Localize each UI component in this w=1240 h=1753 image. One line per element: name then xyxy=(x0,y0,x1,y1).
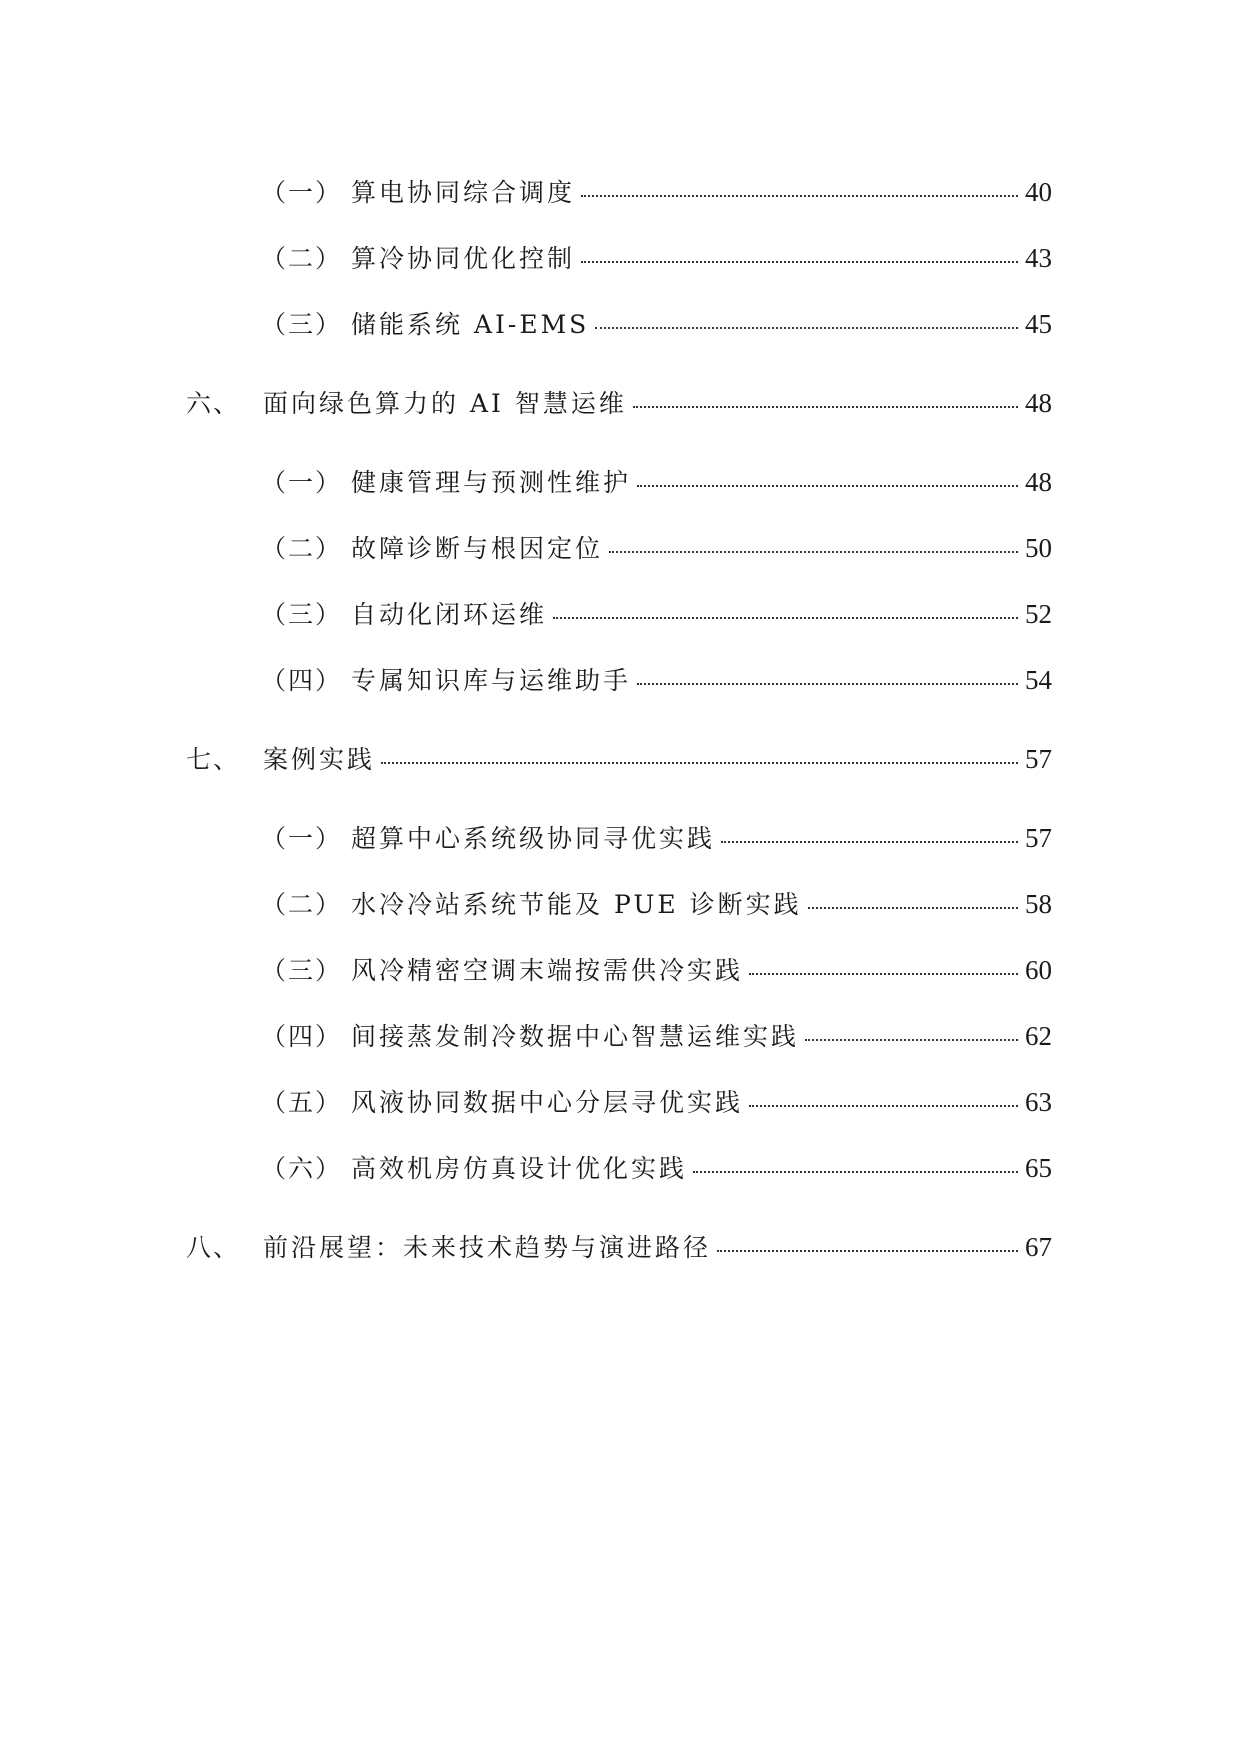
toc-entry-title: 储能系统 AI-EMS xyxy=(351,310,590,339)
toc-entry[interactable] xyxy=(261,818,1052,858)
toc-entry-title: 算冷协同优化控制 xyxy=(351,244,576,273)
toc-entry-title: 风冷精密空调末端按需供冷实践 xyxy=(351,956,744,985)
toc-entry-number: 六、 xyxy=(186,389,241,418)
toc-entry-title: 面向绿色算力的 AI 智慧运维 xyxy=(263,389,627,418)
dot-leader xyxy=(805,1039,1018,1041)
toc-entry[interactable] xyxy=(261,1082,1052,1122)
toc-entry-number: （四） xyxy=(261,666,343,695)
toc-entry-title: 健康管理与预测性维护 xyxy=(351,468,632,497)
toc-entry-page: 40 xyxy=(1025,177,1052,207)
toc-entry-number: （一） xyxy=(261,468,343,497)
toc-entry[interactable] xyxy=(261,172,1052,212)
toc-entry-number: （四） xyxy=(261,1022,343,1051)
toc-entry-page: 62 xyxy=(1025,1021,1052,1051)
toc-entry-page: 57 xyxy=(1025,744,1052,774)
dot-leader xyxy=(609,551,1018,553)
toc-entry-title: 自动化闭环运维 xyxy=(351,600,548,629)
dot-leader xyxy=(749,973,1018,975)
toc-entry[interactable] xyxy=(261,594,1052,634)
toc-entry-title: 前沿展望：未来技术趋势与演进路径 xyxy=(263,1233,712,1262)
toc-entry-page: 52 xyxy=(1025,599,1052,629)
dot-leader xyxy=(637,683,1018,685)
toc-entry-page: 67 xyxy=(1025,1232,1052,1262)
toc-entry-page: 57 xyxy=(1025,823,1052,853)
toc-entry[interactable] xyxy=(261,884,1052,924)
toc-entry[interactable] xyxy=(261,304,1052,344)
toc-entry-page: 54 xyxy=(1025,665,1052,695)
toc-entry-title: 专属知识库与运维助手 xyxy=(351,666,632,695)
toc-entry-page: 63 xyxy=(1025,1087,1052,1117)
dot-leader xyxy=(721,841,1018,843)
toc-entry-number: （一） xyxy=(261,178,343,207)
toc-entry-number: （二） xyxy=(261,890,343,919)
toc-entry[interactable] xyxy=(186,383,1052,423)
toc-entry-page: 58 xyxy=(1025,889,1052,919)
toc-entry-number: （三） xyxy=(261,310,343,339)
toc-entry-title: 算电协同综合调度 xyxy=(351,178,576,207)
toc-entry-title: 超算中心系统级协同寻优实践 xyxy=(351,824,716,853)
dot-leader xyxy=(637,485,1018,487)
dot-leader xyxy=(749,1105,1018,1107)
toc-entry[interactable] xyxy=(186,739,1052,779)
toc-entry-page: 60 xyxy=(1025,955,1052,985)
dot-leader xyxy=(553,617,1018,619)
toc-entry[interactable] xyxy=(261,238,1052,278)
toc-entry-number: 七、 xyxy=(186,745,241,774)
toc-entry-page: 43 xyxy=(1025,243,1052,273)
dot-leader xyxy=(633,406,1018,408)
toc-entry-page: 48 xyxy=(1025,467,1052,497)
dot-leader xyxy=(595,327,1018,329)
dot-leader xyxy=(381,762,1018,764)
toc-entry[interactable] xyxy=(261,528,1052,568)
toc-entry[interactable] xyxy=(261,660,1052,700)
dot-leader xyxy=(717,1250,1018,1252)
dot-leader xyxy=(808,907,1018,909)
toc-entry-number: （六） xyxy=(261,1154,343,1183)
toc-entry-number: （二） xyxy=(261,244,343,273)
toc-entry-number: （五） xyxy=(261,1088,343,1117)
toc-entry-title: 风液协同数据中心分层寻优实践 xyxy=(351,1088,744,1117)
toc-entry-title: 水冷冷站系统节能及 PUE 诊断实践 xyxy=(351,890,802,919)
toc-entry-page: 65 xyxy=(1025,1153,1052,1183)
toc-entry-page: 45 xyxy=(1025,309,1052,339)
toc-entry-title: 故障诊断与根因定位 xyxy=(351,534,604,563)
toc-entry-page: 50 xyxy=(1025,533,1052,563)
toc-entry-number: （二） xyxy=(261,534,343,563)
toc-entry[interactable] xyxy=(261,1016,1052,1056)
toc-entry[interactable] xyxy=(261,1148,1052,1188)
toc-entry[interactable] xyxy=(186,1227,1052,1267)
toc-entry-number: （一） xyxy=(261,824,343,853)
toc-entry[interactable] xyxy=(261,462,1052,502)
toc-entry-page: 48 xyxy=(1025,388,1052,418)
toc-entry-number: （三） xyxy=(261,956,343,985)
dot-leader xyxy=(581,195,1018,197)
toc-entry-title: 间接蒸发制冷数据中心智慧运维实践 xyxy=(351,1022,800,1051)
dot-leader xyxy=(693,1171,1018,1173)
toc-entry-number: 八、 xyxy=(186,1233,241,1262)
toc-entry[interactable] xyxy=(261,950,1052,990)
toc-entry-title: 高效机房仿真设计优化实践 xyxy=(351,1154,688,1183)
toc-entry-number: （三） xyxy=(261,600,343,629)
dot-leader xyxy=(581,261,1018,263)
toc-entry-title: 案例实践 xyxy=(263,745,376,774)
